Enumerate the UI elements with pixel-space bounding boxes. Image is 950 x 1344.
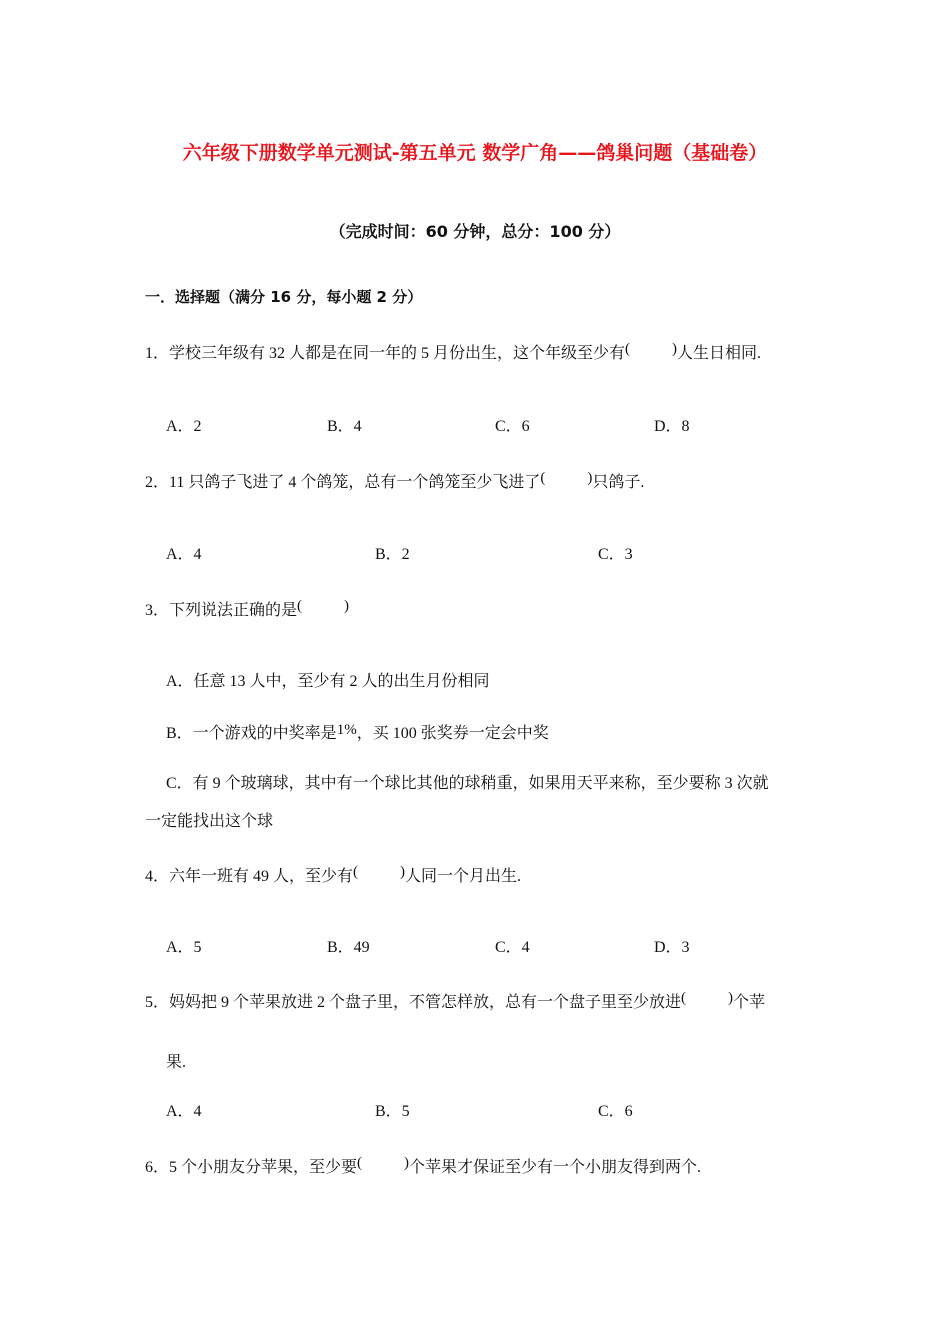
question-text: 只鸽子. — [592, 474, 645, 491]
question-5-continued: 果. — [166, 1054, 187, 1071]
option-c[interactable]: C．有 9 个玻璃球，其中有一个球比其他的球稍重，如果用天平来称，至少要称 3 次就 — [166, 775, 769, 792]
option-b[interactable]: B．49 — [327, 939, 370, 956]
option-d[interactable]: D．8 — [654, 418, 690, 435]
answer-blank[interactable]: ( ) — [297, 598, 350, 614]
option-d[interactable]: D．3 — [654, 939, 690, 956]
answer-blank[interactable]: ( ) — [353, 864, 406, 880]
option-b[interactable]: B．5 — [375, 1103, 410, 1120]
question-text: 6．5 个小朋友分苹果，至少要 — [145, 1159, 358, 1176]
answer-blank[interactable]: ( ) — [625, 341, 678, 357]
option-b[interactable]: B．2 — [375, 546, 410, 563]
question-text: 个苹 — [733, 994, 766, 1011]
option-b[interactable]: B．4 — [327, 418, 362, 435]
question-5 — [145, 989, 765, 1012]
option-b[interactable]: B．一个游戏的中奖率是1%，买 100 张奖券一定会中奖 — [166, 722, 549, 742]
question-text: 1．学校三年级有 32 人都是在同一年的 5 月份出生，这个年级至少有 — [145, 345, 626, 362]
question-6 — [145, 1154, 701, 1177]
question-2 — [145, 469, 644, 492]
option-c[interactable]: C．4 — [495, 939, 530, 956]
page-title: 六年级下册数学单元测试-第五单元 数学广角——鸽巢问题（基础卷） — [182, 142, 768, 164]
question-4 — [145, 863, 521, 886]
question-text: 个苹果才保证至少有一个小朋友得到两个. — [409, 1159, 702, 1176]
question-text: 人生日相同. — [677, 345, 762, 362]
option-a[interactable]: A．4 — [166, 546, 202, 563]
option-a[interactable]: A．任意 13 人中，至少有 2 人的出生月份相同 — [166, 673, 490, 690]
option-c[interactable]: C．6 — [598, 1103, 633, 1120]
question-text: 5．妈妈把 9 个苹果放进 2 个盘子里，不管怎样放，总有一个盘子里至少放进 — [145, 994, 682, 1011]
question-text: 3．下列说法正确的是 — [145, 602, 298, 619]
option-c[interactable]: C．3 — [598, 546, 633, 563]
question-text: 4．六年一班有 49 人，至少有 — [145, 868, 354, 885]
percent-value: 1% — [336, 722, 357, 738]
option-a[interactable]: A．4 — [166, 1103, 202, 1120]
answer-blank[interactable]: ( ) — [540, 470, 593, 486]
exam-info: （完成时间：60 分钟，总分：100 分） — [329, 222, 621, 241]
question-text: 人同一个月出生. — [405, 868, 522, 885]
question-3 — [145, 597, 349, 620]
option-a[interactable]: A．5 — [166, 939, 202, 956]
answer-blank[interactable]: ( ) — [357, 1155, 410, 1171]
option-c[interactable]: C．6 — [495, 418, 530, 435]
section-heading: 一．选择题（满分 16 分，每小题 2 分） — [145, 288, 423, 306]
question-1 — [145, 340, 761, 363]
option-a[interactable]: A．2 — [166, 418, 202, 435]
option-c-continued: 一定能找出这个球 — [145, 813, 274, 830]
question-text: 2．11 只鸽子飞进了 4 个鸽笼，总有一个鸽笼至少飞进了 — [145, 474, 541, 491]
answer-blank[interactable]: ( ) — [681, 990, 734, 1006]
